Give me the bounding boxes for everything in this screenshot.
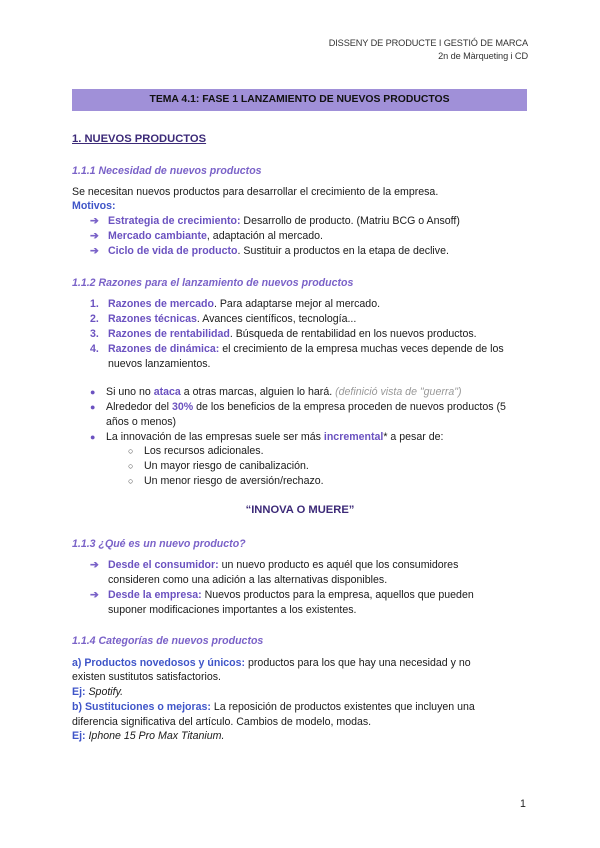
page-number: 1 <box>520 798 526 810</box>
subsection-heading-114: 1.1.4 Categorías de nuevos productos <box>72 635 264 647</box>
paragraph: Se necesitan nuevos productos para desarrollar el crecimiento de la empresa. <box>72 186 439 198</box>
numbered-item: 2. Razones técnicas. Avances científicos, tecnología... <box>90 313 357 325</box>
sub-bullet-item: ○ Un menor riesgo de aversión/rechazo. <box>128 475 324 487</box>
bullet-item: ● Alrededor del 30% de los beneficios de la empresa proceden de nuevos productos (5 <box>90 401 506 413</box>
motivos-label: Motivos: <box>72 200 116 212</box>
arrow-icon: ➔ <box>90 230 99 242</box>
circle-bullet-icon: ○ <box>128 461 134 471</box>
slogan: “INNOVA O MUERE” <box>245 504 355 516</box>
section-heading: 1. NUEVOS PRODUCTOS <box>72 133 207 145</box>
arrow-icon: ➔ <box>90 589 99 601</box>
subsection-heading-113: 1.1.3 ¿Qué es un nuevo producto? <box>72 538 246 550</box>
circle-bullet-icon: ○ <box>128 476 134 486</box>
example-a: Ej: Spotify. <box>72 686 124 698</box>
list-item: ➔ Estrategia de crecimiento: Desarrollo de producto. (Matriu BCG o Ansoff) <box>90 215 460 227</box>
category-a: a) Productos novedosos y únicos: productos para los que hay una necesidad y no <box>72 657 471 669</box>
list-item: ➔ Desde la empresa: Nuevos productos para la empresa, aquellos que pueden <box>90 589 474 601</box>
bullet-item: ● La innovación de las empresas suele ser más incremental* a pesar de: <box>90 431 444 443</box>
numbered-item-continuation: nuevos lanzamientos. <box>108 358 211 370</box>
header-course: DISSENY DE PRODUCTE I GESTIÓ DE MARCA <box>328 38 528 48</box>
list-item-continuation: suponer modificaciones importantes a los existentes. <box>108 604 357 616</box>
topic-title-bar: TEMA 4.1: FASE 1 LANZAMIENTO DE NUEVOS PRODUCTOS <box>72 89 527 111</box>
header-degree: 2n de Màrqueting i CD <box>438 51 528 61</box>
subsection-heading-112: 1.1.2 Razones para el lanzamiento de nuevos productos <box>72 277 354 289</box>
arrow-icon: ➔ <box>90 559 99 571</box>
category-b: b) Sustituciones o mejoras: La reposición de productos existentes que incluyen una <box>72 701 475 713</box>
numbered-item: 1. Razones de mercado. Para adaptarse mejor al mercado. <box>90 298 381 310</box>
subsection-heading-111: 1.1.1 Necesidad de nuevos productos <box>72 165 262 177</box>
arrow-icon: ➔ <box>90 215 99 227</box>
sub-bullet-item: ○ Los recursos adicionales. <box>128 445 264 457</box>
bullet-item-continuation: años o menos) <box>106 416 177 428</box>
bullet-icon: ● <box>90 402 96 412</box>
category-b-continuation: diferencia significativa del artículo. Cambios de modelo, modas. <box>72 716 372 728</box>
sub-bullet-item: ○ Un mayor riesgo de canibalización. <box>128 460 309 472</box>
example-b: Ej: Iphone 15 Pro Max Titanium. <box>72 730 225 742</box>
arrow-icon: ➔ <box>90 245 99 257</box>
list-item: ➔ Desde el consumidor: un nuevo producto es aquél que los consumidores <box>90 559 459 571</box>
list-item: ➔ Ciclo de vida de producto. Sustituir a productos en la etapa de declive. <box>90 245 449 257</box>
list-item: ➔ Mercado cambiante, adaptación al mercado. <box>90 230 323 242</box>
circle-bullet-icon: ○ <box>128 446 134 456</box>
numbered-item: 3. Razones de rentabilidad. Búsqueda de rentabilidad en los nuevos productos. <box>90 328 477 340</box>
bullet-icon: ● <box>90 387 96 397</box>
list-item-continuation: consideren como una adición a las alternativas disponibles. <box>108 574 388 586</box>
bullet-item: ● Si uno no ataca a otras marcas, alguien lo hará. (definició vista de "guerra") <box>90 386 462 398</box>
bullet-icon: ● <box>90 432 96 442</box>
numbered-item: 4. Razones de dinámica: el crecimiento de la empresa muchas veces depende de los <box>90 343 504 355</box>
category-a-continuation: existen sustitutos satisfactorios. <box>72 671 221 683</box>
